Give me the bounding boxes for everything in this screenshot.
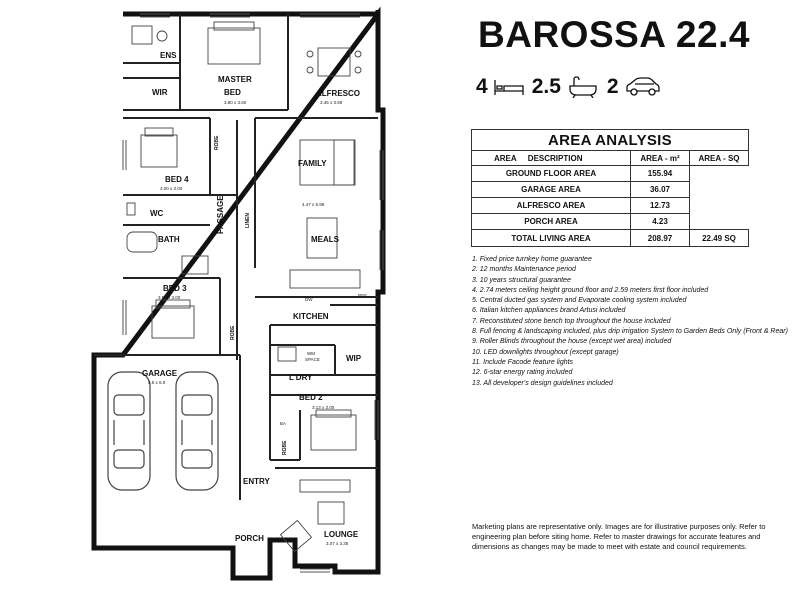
header-area: AREA — [494, 153, 517, 163]
room-garage: GARAGE — [142, 369, 178, 378]
row-label: PORCH AREA — [472, 214, 631, 230]
row-value-sq — [690, 198, 749, 214]
room-robe-bed2: ROBE — [282, 440, 288, 455]
room-bed4: BED 4 — [165, 175, 189, 184]
column-header-description — [472, 151, 631, 166]
list-item: 3. 10 years structural guarantee — [472, 276, 571, 284]
room-master-bed: MASTER — [218, 75, 252, 84]
row-label: GARAGE AREA — [472, 182, 631, 198]
room-family: FAMILY — [298, 159, 327, 168]
inclusions-list — [472, 255, 792, 389]
row-value-m2: 4.23 — [631, 214, 690, 230]
car-icon — [625, 77, 661, 97]
list-item: 13. All developer's design guidelines included — [472, 379, 613, 387]
table-row — [472, 198, 749, 214]
row-value-sq — [690, 166, 749, 182]
room-bed2: BED 2 — [299, 393, 323, 402]
list-item: 9. Roller Blinds throughout the house (except wet area) included — [472, 338, 672, 346]
dim-lounge: 3.07 x 3.35 — [326, 541, 349, 546]
feature-stats — [476, 70, 669, 104]
row-value-m2: 155.94 — [631, 166, 690, 182]
room-robe-bed3: ROBE — [230, 325, 236, 340]
bedroom-count: 4 — [476, 75, 488, 98]
row-value-sq — [690, 214, 749, 230]
header-description: DESCRIPTION — [527, 153, 583, 163]
row-value-m2: 36.07 — [631, 182, 690, 198]
room-bath: BATH — [158, 235, 180, 244]
room-entry: ENTRY — [243, 477, 270, 486]
dim-bed4: 3.00 x 3.00 — [160, 186, 183, 191]
room-ldry: L'DRY — [289, 373, 313, 382]
list-item: 10. LED downlights throughout (except garage) — [472, 348, 619, 356]
disclaimer-text: Marketing plans are representative only. Images are for illustrative purposes only. Refer to engineering plan before siting home. Refer to master drawings for accurate features and dimensions as changes may be made to meet with estate and council requirements. — [472, 522, 766, 551]
label-space: SPACE — [305, 357, 320, 362]
dim-bed3: 3.51 x 3.00 — [158, 295, 181, 300]
row-label: GROUND FLOOR AREA — [472, 166, 631, 182]
table-caption: AREA ANALYSIS — [472, 130, 749, 151]
table-row-total — [472, 230, 749, 247]
label-dw: DW — [305, 297, 313, 302]
dim-alfresco: 3.45 x 3.69 — [320, 100, 343, 105]
room-ens: ENS — [160, 51, 177, 60]
table-row — [472, 182, 749, 198]
room-wip: WIP — [346, 354, 362, 363]
room-bed3: BED 3 — [163, 284, 187, 293]
column-header-sq: AREA - SQ — [690, 151, 749, 166]
row-value-sq — [690, 182, 749, 198]
column-header-m2: AREA - m² — [631, 151, 690, 166]
room-passage: PASSAGE — [216, 195, 225, 234]
total-value-sq: 22.49 SQ — [690, 230, 749, 247]
table-row — [472, 166, 749, 182]
list-item: 2. 12 months Maintenance period — [472, 266, 576, 274]
row-value-m2: 12.73 — [631, 198, 690, 214]
total-label: TOTAL LIVING AREA — [472, 230, 631, 247]
garage-count: 2 — [606, 75, 619, 98]
row-label: ALFRESCO AREA — [472, 198, 631, 214]
room-meals: MEALS — [311, 235, 339, 244]
dim-bed2: 3.13 x 3.00 — [312, 405, 335, 410]
room-wc: WC — [150, 209, 164, 218]
table-row — [472, 214, 749, 230]
page-title: BAROSSA 22.4 — [478, 14, 750, 55]
list-item: 6. Italian kitchen appliances brand Artusi included — [472, 307, 626, 315]
room-wir: WIR — [152, 88, 168, 97]
room-master-bed-2: BED — [224, 88, 241, 97]
list-item: 4. 2.74 meters ceiling height ground floor and 2.59 meters first floor included — [472, 286, 709, 294]
bathroom-count: 2.5 — [531, 75, 561, 98]
list-item: 12. 6-star energy rating included — [472, 369, 573, 377]
list-item: 11. Include Facode feature lights — [472, 358, 574, 366]
car-right — [176, 372, 218, 490]
list-item: 1. Fixed price turnkey home guarantee — [472, 256, 592, 263]
room-robe-bed4: ROBE — [214, 135, 220, 150]
bed-icon — [494, 77, 524, 97]
label-wm: WM — [307, 351, 315, 356]
dim-master-bed: 3.80 x 3.60 — [224, 100, 247, 105]
area-analysis-table — [471, 129, 749, 247]
label-ref: REF — [358, 293, 367, 298]
room-lounge: LOUNGE — [324, 530, 359, 539]
room-alfresco: ALFRESCO — [316, 89, 360, 98]
list-item: 8. Full fencing & landscaping included, plus drip irrigation System to Garden Beds Only (Front & Rear) — [472, 328, 788, 336]
list-item: 7. Reconstituted stone bench top throughout the house included — [472, 317, 671, 325]
dim-garage: 5.5 x 6.0 — [148, 380, 166, 385]
list-item: 5. Central ducted gas system and Evaporate cooling system included — [472, 297, 687, 305]
dim-family: 4.47 x 5.98 — [302, 202, 325, 207]
room-porch: PORCH — [235, 534, 264, 543]
total-value-m2: 208.97 — [631, 230, 690, 247]
room-kitchen: KITCHEN — [293, 312, 329, 321]
car-left — [108, 372, 150, 490]
room-linen: LINEN — [245, 213, 251, 228]
bathtub-icon — [567, 76, 599, 98]
interior-walls — [94, 14, 378, 500]
label-ba: BA — [280, 421, 287, 426]
